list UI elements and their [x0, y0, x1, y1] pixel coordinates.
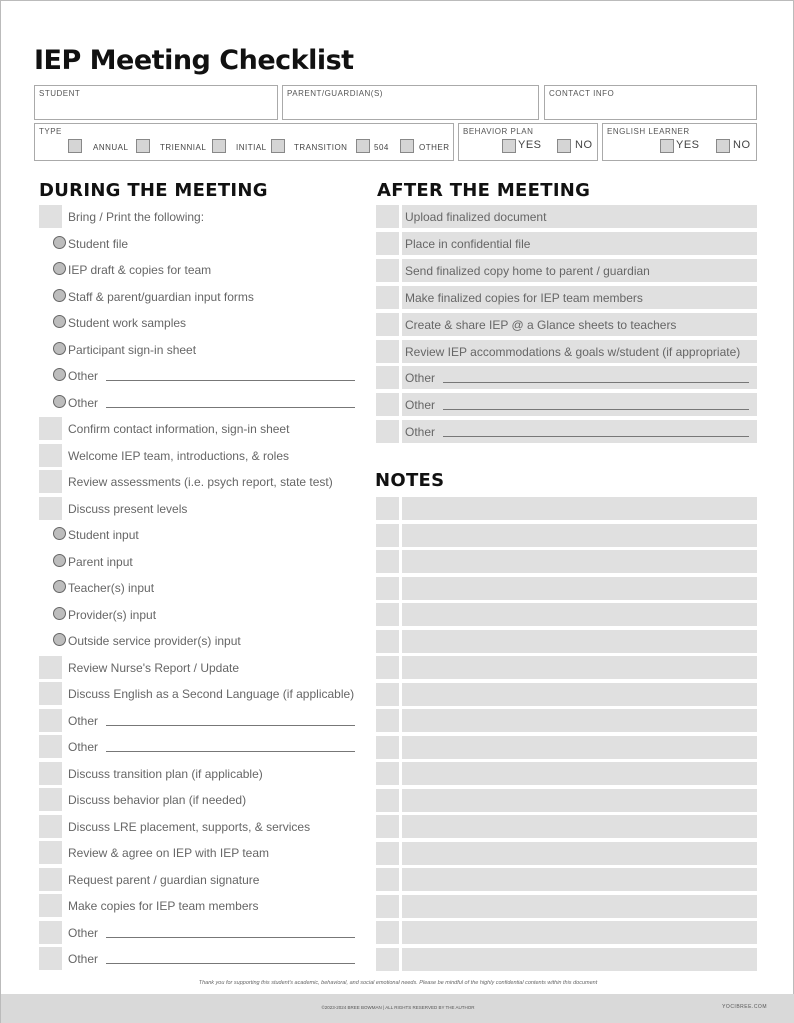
after-item-label: Upload finalized document [405, 210, 547, 224]
blank-line[interactable] [106, 937, 355, 938]
after-item-label: Other [405, 425, 436, 440]
checkbox[interactable] [376, 656, 399, 679]
checkbox[interactable] [39, 205, 62, 228]
note-line[interactable] [402, 683, 757, 706]
during-item-label: Student file [68, 236, 129, 251]
note-line[interactable] [402, 524, 757, 547]
type-transition-checkbox[interactable] [271, 139, 285, 153]
blank-line[interactable] [106, 963, 355, 964]
radio-circle[interactable] [53, 342, 66, 355]
checkbox[interactable] [376, 683, 399, 706]
radio-circle[interactable] [53, 527, 66, 540]
footer-note: Thank you for supporting this student's academic, behavioral, and social emotional needs. Please be mindful of the highly confidential contents within this document [198, 980, 598, 986]
checkbox[interactable] [376, 366, 399, 389]
behavior-plan-label: BEHAVIOR PLAN [463, 127, 534, 136]
checkbox[interactable] [376, 921, 399, 944]
after-item [376, 340, 757, 363]
behavior-plan-yes-checkbox[interactable] [502, 139, 516, 153]
checkbox[interactable] [39, 735, 62, 758]
during-item-label: Discuss LRE placement, supports, & services [68, 819, 311, 834]
checkbox[interactable] [376, 842, 399, 865]
checkbox[interactable] [376, 762, 399, 785]
during-item-label: Outside service provider(s) input [68, 634, 241, 648]
during-item-label: Other [68, 395, 99, 410]
during-item-label: Discuss behavior plan (if needed) [68, 793, 247, 807]
checkbox[interactable] [376, 789, 399, 812]
checkbox[interactable] [376, 577, 399, 600]
radio-circle[interactable] [53, 580, 66, 593]
type-504-label: 504 [374, 143, 389, 152]
after-item-label: Review IEP accommodations & goals w/student (if appropriate) [405, 344, 741, 359]
after-item [376, 205, 757, 228]
note-row[interactable] [376, 683, 757, 706]
checkbox[interactable] [376, 205, 399, 228]
type-initial-checkbox[interactable] [212, 139, 226, 153]
checkbox[interactable] [376, 868, 399, 891]
checkbox[interactable] [39, 788, 62, 811]
note-line[interactable] [402, 789, 757, 812]
checkbox[interactable] [376, 603, 399, 626]
during-item-label: Staff & parent/guardian input forms [68, 289, 254, 304]
during-item [39, 338, 369, 361]
checkbox[interactable] [39, 682, 62, 705]
note-row[interactable] [376, 524, 757, 547]
during-item-label: Other [68, 740, 99, 754]
during-item [39, 921, 369, 944]
checkbox[interactable] [376, 393, 399, 416]
note-row[interactable] [376, 736, 757, 759]
during-item-label: Discuss transition plan (if applicable) [68, 766, 263, 781]
contact-info-label: CONTACT INFO [549, 89, 615, 98]
after-item-label: Send finalized copy home to parent / guardian [405, 263, 650, 278]
blank-line[interactable] [443, 382, 749, 383]
page-title: IEP Meeting Checklist [34, 45, 354, 76]
behavior-plan-no-label: NO [575, 139, 593, 151]
checkbox[interactable] [39, 841, 62, 864]
note-row[interactable] [376, 630, 757, 653]
during-item [39, 629, 369, 652]
radio-circle[interactable] [53, 289, 66, 302]
during-item-label: Participant sign-in sheet [68, 342, 197, 357]
during-item [39, 497, 369, 520]
blank-line[interactable] [106, 380, 355, 381]
checkbox[interactable] [376, 815, 399, 838]
type-transition-label: TRANSITION [294, 143, 348, 152]
blank-line[interactable] [106, 407, 355, 408]
note-row[interactable] [376, 815, 757, 838]
during-item [39, 444, 369, 467]
checkbox[interactable] [39, 470, 62, 493]
checkbox[interactable] [376, 524, 399, 547]
radio-circle[interactable] [53, 315, 66, 328]
radio-circle[interactable] [53, 262, 66, 275]
note-line[interactable] [402, 630, 757, 653]
website: YOCIBREE.COM [722, 1004, 767, 1010]
radio-circle[interactable] [53, 395, 66, 408]
english-learner-yes-label: YES [676, 139, 700, 151]
note-line[interactable] [402, 921, 757, 944]
checkbox[interactable] [376, 420, 399, 443]
during-item [39, 762, 369, 785]
during-item [39, 258, 369, 281]
radio-circle[interactable] [53, 368, 66, 381]
during-item-label: Request parent / guardian signature [68, 872, 260, 887]
type-initial-label: INITIAL [236, 143, 267, 152]
checkbox[interactable] [39, 444, 62, 467]
after-item [376, 286, 757, 309]
note-row[interactable] [376, 948, 757, 971]
during-item [39, 841, 369, 864]
note-row[interactable] [376, 921, 757, 944]
after-item [376, 232, 757, 255]
during-item [39, 788, 369, 811]
english-learner-no-label: NO [733, 139, 751, 151]
during-item-label: Discuss English as a Second Language (if applicable) [68, 687, 355, 701]
checkbox[interactable] [376, 340, 399, 363]
radio-circle[interactable] [53, 633, 66, 646]
during-item [39, 205, 369, 228]
blank-line[interactable] [443, 409, 749, 410]
checkbox[interactable] [376, 286, 399, 309]
checkbox[interactable] [39, 815, 62, 838]
note-line[interactable] [402, 868, 757, 891]
student-label: STUDENT [39, 89, 81, 98]
checkbox[interactable] [376, 709, 399, 732]
type-triennial-checkbox[interactable] [136, 139, 150, 153]
during-item [39, 391, 369, 414]
note-line[interactable] [402, 842, 757, 865]
note-row[interactable] [376, 895, 757, 918]
note-row[interactable] [376, 603, 757, 626]
note-line[interactable] [402, 497, 757, 520]
during-item [39, 523, 369, 546]
after-heading: AFTER THE MEETING [377, 180, 591, 201]
behavior-plan-field [458, 123, 598, 161]
note-row[interactable] [376, 656, 757, 679]
checkbox[interactable] [39, 762, 62, 785]
after-item [376, 393, 757, 416]
blank-line[interactable] [106, 725, 355, 726]
checkbox[interactable] [376, 550, 399, 573]
during-item-label: Bring / Print the following: [68, 210, 205, 224]
type-other-label: OTHER [419, 143, 450, 152]
blank-line[interactable] [106, 751, 355, 752]
behavior-plan-yes-label: YES [518, 139, 542, 151]
during-item-label: Parent input [68, 554, 133, 569]
english-learner-no-checkbox[interactable] [716, 139, 730, 153]
radio-circle[interactable] [53, 236, 66, 249]
after-item [376, 420, 757, 443]
checkbox[interactable] [376, 313, 399, 336]
note-row[interactable] [376, 842, 757, 865]
note-line[interactable] [402, 550, 757, 573]
during-item [39, 603, 369, 626]
during-item-label: Student work samples [68, 316, 187, 330]
during-item-label: Welcome IEP team, introductions, & roles [68, 448, 289, 463]
checkbox[interactable] [39, 894, 62, 917]
note-line[interactable] [402, 577, 757, 600]
type-other-checkbox[interactable] [400, 139, 414, 153]
during-item [39, 364, 369, 387]
during-item-label: Other [68, 925, 99, 940]
during-item-label: Student input [68, 528, 139, 542]
item-bar [402, 393, 757, 416]
during-item-label: Provider(s) input [68, 607, 157, 622]
checkbox[interactable] [39, 656, 62, 679]
note-row[interactable] [376, 868, 757, 891]
checkbox[interactable] [376, 259, 399, 282]
checkbox[interactable] [39, 417, 62, 440]
during-item-label: Other [68, 369, 99, 383]
checkbox[interactable] [39, 709, 62, 732]
checkbox[interactable] [376, 630, 399, 653]
contact-info-field[interactable] [544, 85, 757, 120]
during-item [39, 576, 369, 599]
blank-line[interactable] [443, 436, 749, 437]
during-item [39, 656, 369, 679]
note-line[interactable] [402, 948, 757, 971]
type-triennial-label: TRIENNIAL [160, 143, 207, 152]
during-item [39, 947, 369, 970]
during-item [39, 470, 369, 493]
during-item-label: Discuss present levels [68, 501, 188, 516]
footer-bar [1, 994, 794, 1023]
during-item-label: Make copies for IEP team members [68, 899, 259, 913]
note-line[interactable] [402, 603, 757, 626]
radio-circle[interactable] [53, 554, 66, 567]
note-row[interactable] [376, 709, 757, 732]
type-504-checkbox[interactable] [356, 139, 370, 153]
during-item [39, 894, 369, 917]
during-item [39, 232, 369, 255]
during-item-label: Other [68, 713, 99, 728]
english-learner-field [602, 123, 757, 161]
during-item-label: Other [68, 952, 99, 966]
english-learner-yes-checkbox[interactable] [660, 139, 674, 153]
copyright: ©2023-2024 BREE BOWMAN | ALL RIGHTS RESERVED BY THE AUTHOR [321, 1005, 475, 1010]
during-item-label: IEP draft & copies for team [68, 263, 212, 277]
type-field [34, 123, 454, 161]
during-item [39, 868, 369, 891]
checkbox[interactable] [376, 232, 399, 255]
note-line[interactable] [402, 895, 757, 918]
type-annual-label: ANNUAL [93, 143, 129, 152]
note-line[interactable] [402, 736, 757, 759]
after-item [376, 313, 757, 336]
during-item [39, 550, 369, 573]
note-row[interactable] [376, 789, 757, 812]
type-annual-checkbox[interactable] [68, 139, 82, 153]
during-item [39, 417, 369, 440]
during-item [39, 815, 369, 838]
item-bar [402, 366, 757, 389]
checkbox[interactable] [39, 497, 62, 520]
during-item [39, 682, 369, 705]
radio-circle[interactable] [53, 607, 66, 620]
after-item-label: Make finalized copies for IEP team members [405, 290, 643, 305]
during-item-label: Teacher(s) input [68, 581, 155, 595]
student-field[interactable] [34, 85, 278, 120]
during-heading: DURING THE MEETING [39, 180, 268, 201]
behavior-plan-no-checkbox[interactable] [557, 139, 571, 153]
checkbox[interactable] [376, 736, 399, 759]
note-row[interactable] [376, 577, 757, 600]
during-item [39, 709, 369, 732]
during-item [39, 285, 369, 308]
checkbox[interactable] [39, 868, 62, 891]
english-learner-label: ENGLISH LEARNER [607, 127, 690, 136]
during-item [39, 735, 369, 758]
note-line[interactable] [402, 762, 757, 785]
note-row[interactable] [376, 762, 757, 785]
notes-heading: NOTES [375, 470, 445, 491]
checkbox[interactable] [376, 948, 399, 971]
after-item [376, 366, 757, 389]
during-item-label: Confirm contact information, sign-in sheet [68, 422, 290, 436]
during-item [39, 311, 369, 334]
note-line[interactable] [402, 815, 757, 838]
during-item-label: Review Nurse's Report / Update [68, 660, 240, 675]
checkbox[interactable] [376, 497, 399, 520]
note-row[interactable] [376, 497, 757, 520]
type-label: TYPE [39, 127, 62, 136]
checkbox[interactable] [376, 895, 399, 918]
after-item-label: Other [405, 398, 436, 413]
parent-guardian-field[interactable] [282, 85, 539, 120]
note-line[interactable] [402, 709, 757, 732]
after-item [376, 259, 757, 282]
note-row[interactable] [376, 550, 757, 573]
checkbox[interactable] [39, 947, 62, 970]
note-line[interactable] [402, 656, 757, 679]
item-bar [402, 420, 757, 443]
during-item-label: Review assessments (i.e. psych report, state test) [68, 475, 333, 489]
checkbox[interactable] [39, 921, 62, 944]
after-item-label: Place in confidential file [405, 236, 531, 251]
during-item-label: Review & agree on IEP with IEP team [68, 846, 269, 860]
parent-guardian-label: PARENT/GUARDIAN(S) [287, 89, 383, 98]
after-item-label: Other [405, 371, 436, 386]
after-item-label: Create & share IEP @ a Glance sheets to teachers [405, 317, 677, 332]
